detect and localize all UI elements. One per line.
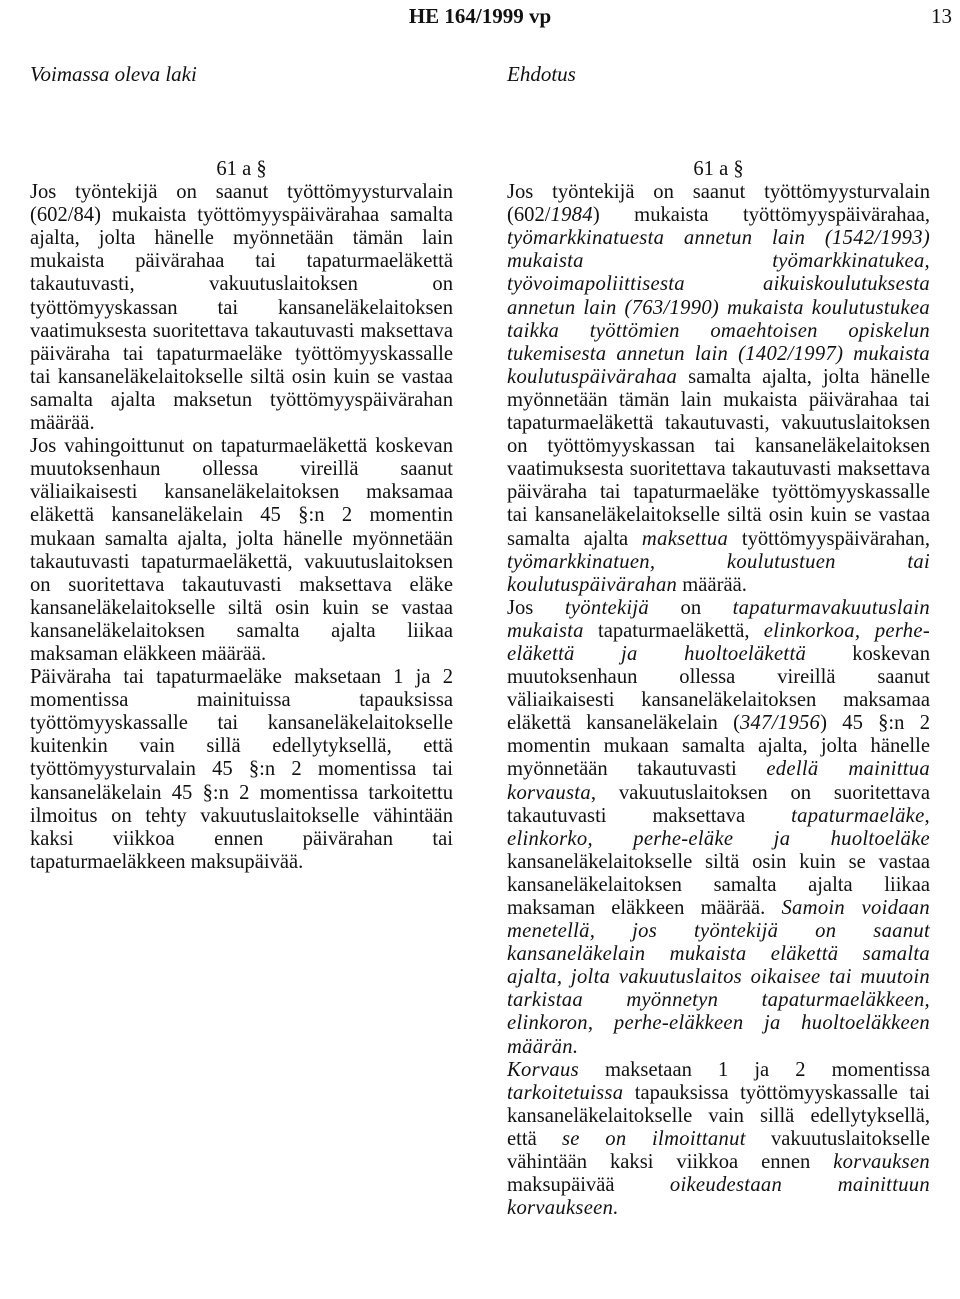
text-run: määrää.	[677, 573, 747, 596]
amended-text: tapaturmavakuutuslain mukaista	[507, 596, 930, 642]
section-title: 61 a §	[216, 158, 267, 180]
text-run: kansaneläkelaitokselle siltä osin kuin se vastaa kansaneläkelaitoksen samalta ajalta liikaa maksaman eläkkeen määrää.	[507, 850, 930, 919]
amended-text: työmarkkinatuen, koulutustuen tai koulutuspäivärahan	[507, 550, 930, 596]
proposal-column	[507, 158, 930, 1220]
text-run: maksupäivää	[507, 1174, 670, 1197]
paragraph: Päiväraha tai tapaturmaeläke maksetaan 1 ja 2 momentissa mainituissa tapauksissa työttömyyskassalle tai kansaneläkelaitokselle kuitenkin vain sillä edellytyksellä, että työttömyysturvalain 45 §:n 2 momentissa tai kansaneläkelain 45 §:n 2 momentissa tarkoitettu ilmoitus on tehty vakuutuslaitokselle vähintään kaksi viikkoa ennen päivärahan tai tapaturmaeläkkeen maksupäivää.	[30, 666, 453, 873]
current-law-column	[30, 158, 453, 874]
paragraph	[507, 181, 930, 597]
amended-text: työntekijä	[564, 596, 650, 619]
amended-text: maksettua	[641, 527, 729, 550]
amended-text: työmarkkinatuesta annetun lain (1542/1993) mukaista työmarkkinatukea, työvoimapoliittisesta aikuiskoulutuksesta annetun lain (763/1990) mukaista koulutustukea taikka työttömien omaehtoisen opiskelun tukemisesta annetun lain (1402/1997) mukaista koulutuspäivärahaa	[507, 227, 930, 388]
paragraph: Jos työntekijä on saanut työttömyysturvalain (602/84) mukaista työttömyyspäivärahaa samalta ajalta, jolta hänelle myönnetään tämän lain mukaista päivärahaa tai tapaturmaeläkettä takautuvasti, vakuutuslaitoksen on työttömyyskassan tai kansaneläkelaitoksen vaatimuksesta suoritettava takautuvasti maksettava päiväraha tai tapaturmaeläke työttömyyskassalle tai kansaneläkelaitokselle siltä osin kuin se vastaa samalta ajalta maksetun työttömyyspäivärahan määrää.	[30, 181, 453, 435]
amended-text: tapaturmaeläke, elinkorko, perhe-eläke ja huoltoeläke	[507, 804, 930, 850]
text-run: , vakuutuslaitoksen on suoritettava takautuvasti maksettava	[507, 781, 930, 827]
amended-text: oikeudestaan mainittuun korvaukseen.	[507, 1174, 931, 1220]
paragraph: Jos vahingoittunut on tapaturmaeläkettä koskevan muutoksenhaun ollessa vireillä saanut väliaikaisesti kansaneläkelaitoksen maksamaa eläkettä kansaneläkelain 45 §:n 2 momentin mukaan samalta ajalta, jolta hänelle myönnetään takautuvasti tapaturmaeläkettä, vakuutuslaitoksen on suoritettava takautuvasti maksettava eläke kansaneläkelaitokselle siltä osin kuin se vastaa kansaneläkelaitoksen samalta ajalta liikaa maksaman eläkkeen määrää.	[30, 435, 453, 665]
text-run: Jos työntekijä on saanut työttömyysturvalain (602/	[507, 181, 930, 227]
amended-text: edellä mainittua korvausta	[507, 758, 930, 804]
right-column-heading: Ehdotus	[507, 62, 576, 86]
amended-text: se on ilmoittanut	[561, 1127, 746, 1150]
paragraph	[507, 1059, 930, 1221]
amended-text: 1984	[550, 204, 593, 227]
amended-text: tarkoitetuissa	[507, 1081, 624, 1104]
amended-text: Samoin voidaan menetellä, jos työntekijä on saanut kansaneläkelain mukaista eläkettä samalta ajalta, jolta vakuutuslaitos oikaisee tai muutoin tarkistaa myönnetyn tapaturmaeläkkeen, elinkoron, perhe-eläkkeen ja huoltoeläkkeen määrän.	[507, 897, 930, 1058]
section-title: 61 a §	[693, 158, 744, 180]
text-run: samalta ajalta, jolta hänelle myönnetään tämän lain mukaista päivärahaa tai tapaturmaeläkettä takautuvasti, vakuutuslaitoksen on työttömyyskassan tai kansaneläkelaitoksen vaatimuksesta suoritettava takautuvasti maksettava päiväraha tai tapaturmaeläke työttömyyskassalle tai kansaneläkelaitokselle siltä osin kuin se vastaa samalta ajalta	[507, 365, 930, 550]
text-run: koskevan muutoksenhaun ollessa vireillä saanut väliaikaisesti kansaneläkelaitoksen maksamaa eläkettä kansaneläkelain (	[507, 642, 930, 735]
amended-text: elinkorkoa, perhe-eläkettä ja huoltoeläkettä	[507, 619, 930, 665]
text-run: vakuutuslaitokselle vähintään kaksi viikkoa ennen	[507, 1127, 930, 1174]
text-run: Jos	[507, 596, 565, 619]
amended-text: Korvaus	[507, 1058, 579, 1081]
text-run: ) mukaista työttömyyspäivärahaa,	[592, 204, 930, 227]
amended-text: 347/1956	[739, 712, 821, 735]
document-id: HE 164/1999 vp	[408, 4, 552, 28]
text-run: maksetaan 1 ja 2 momentissa	[578, 1058, 930, 1081]
text-run: ) 45 §:n 2 momentin mukaan samalta ajalta, jolta hänelle myönnetään takautuvasti	[507, 712, 931, 781]
left-column-heading: Voimassa oleva laki	[30, 62, 197, 86]
paragraph	[507, 597, 930, 1059]
text-run: on	[649, 596, 733, 619]
page-header	[0, 2, 960, 34]
text-run: tapauksissa työttömyyskassalle tai kansaneläkelaitokselle vain sillä edellytyksellä, että	[507, 1081, 930, 1150]
page-number: 13	[931, 4, 952, 28]
text-run: työttömyyspäivärahan,	[728, 527, 931, 550]
text-run: tapaturmaeläkettä,	[583, 619, 764, 642]
amended-text: korvauksen	[833, 1151, 930, 1174]
